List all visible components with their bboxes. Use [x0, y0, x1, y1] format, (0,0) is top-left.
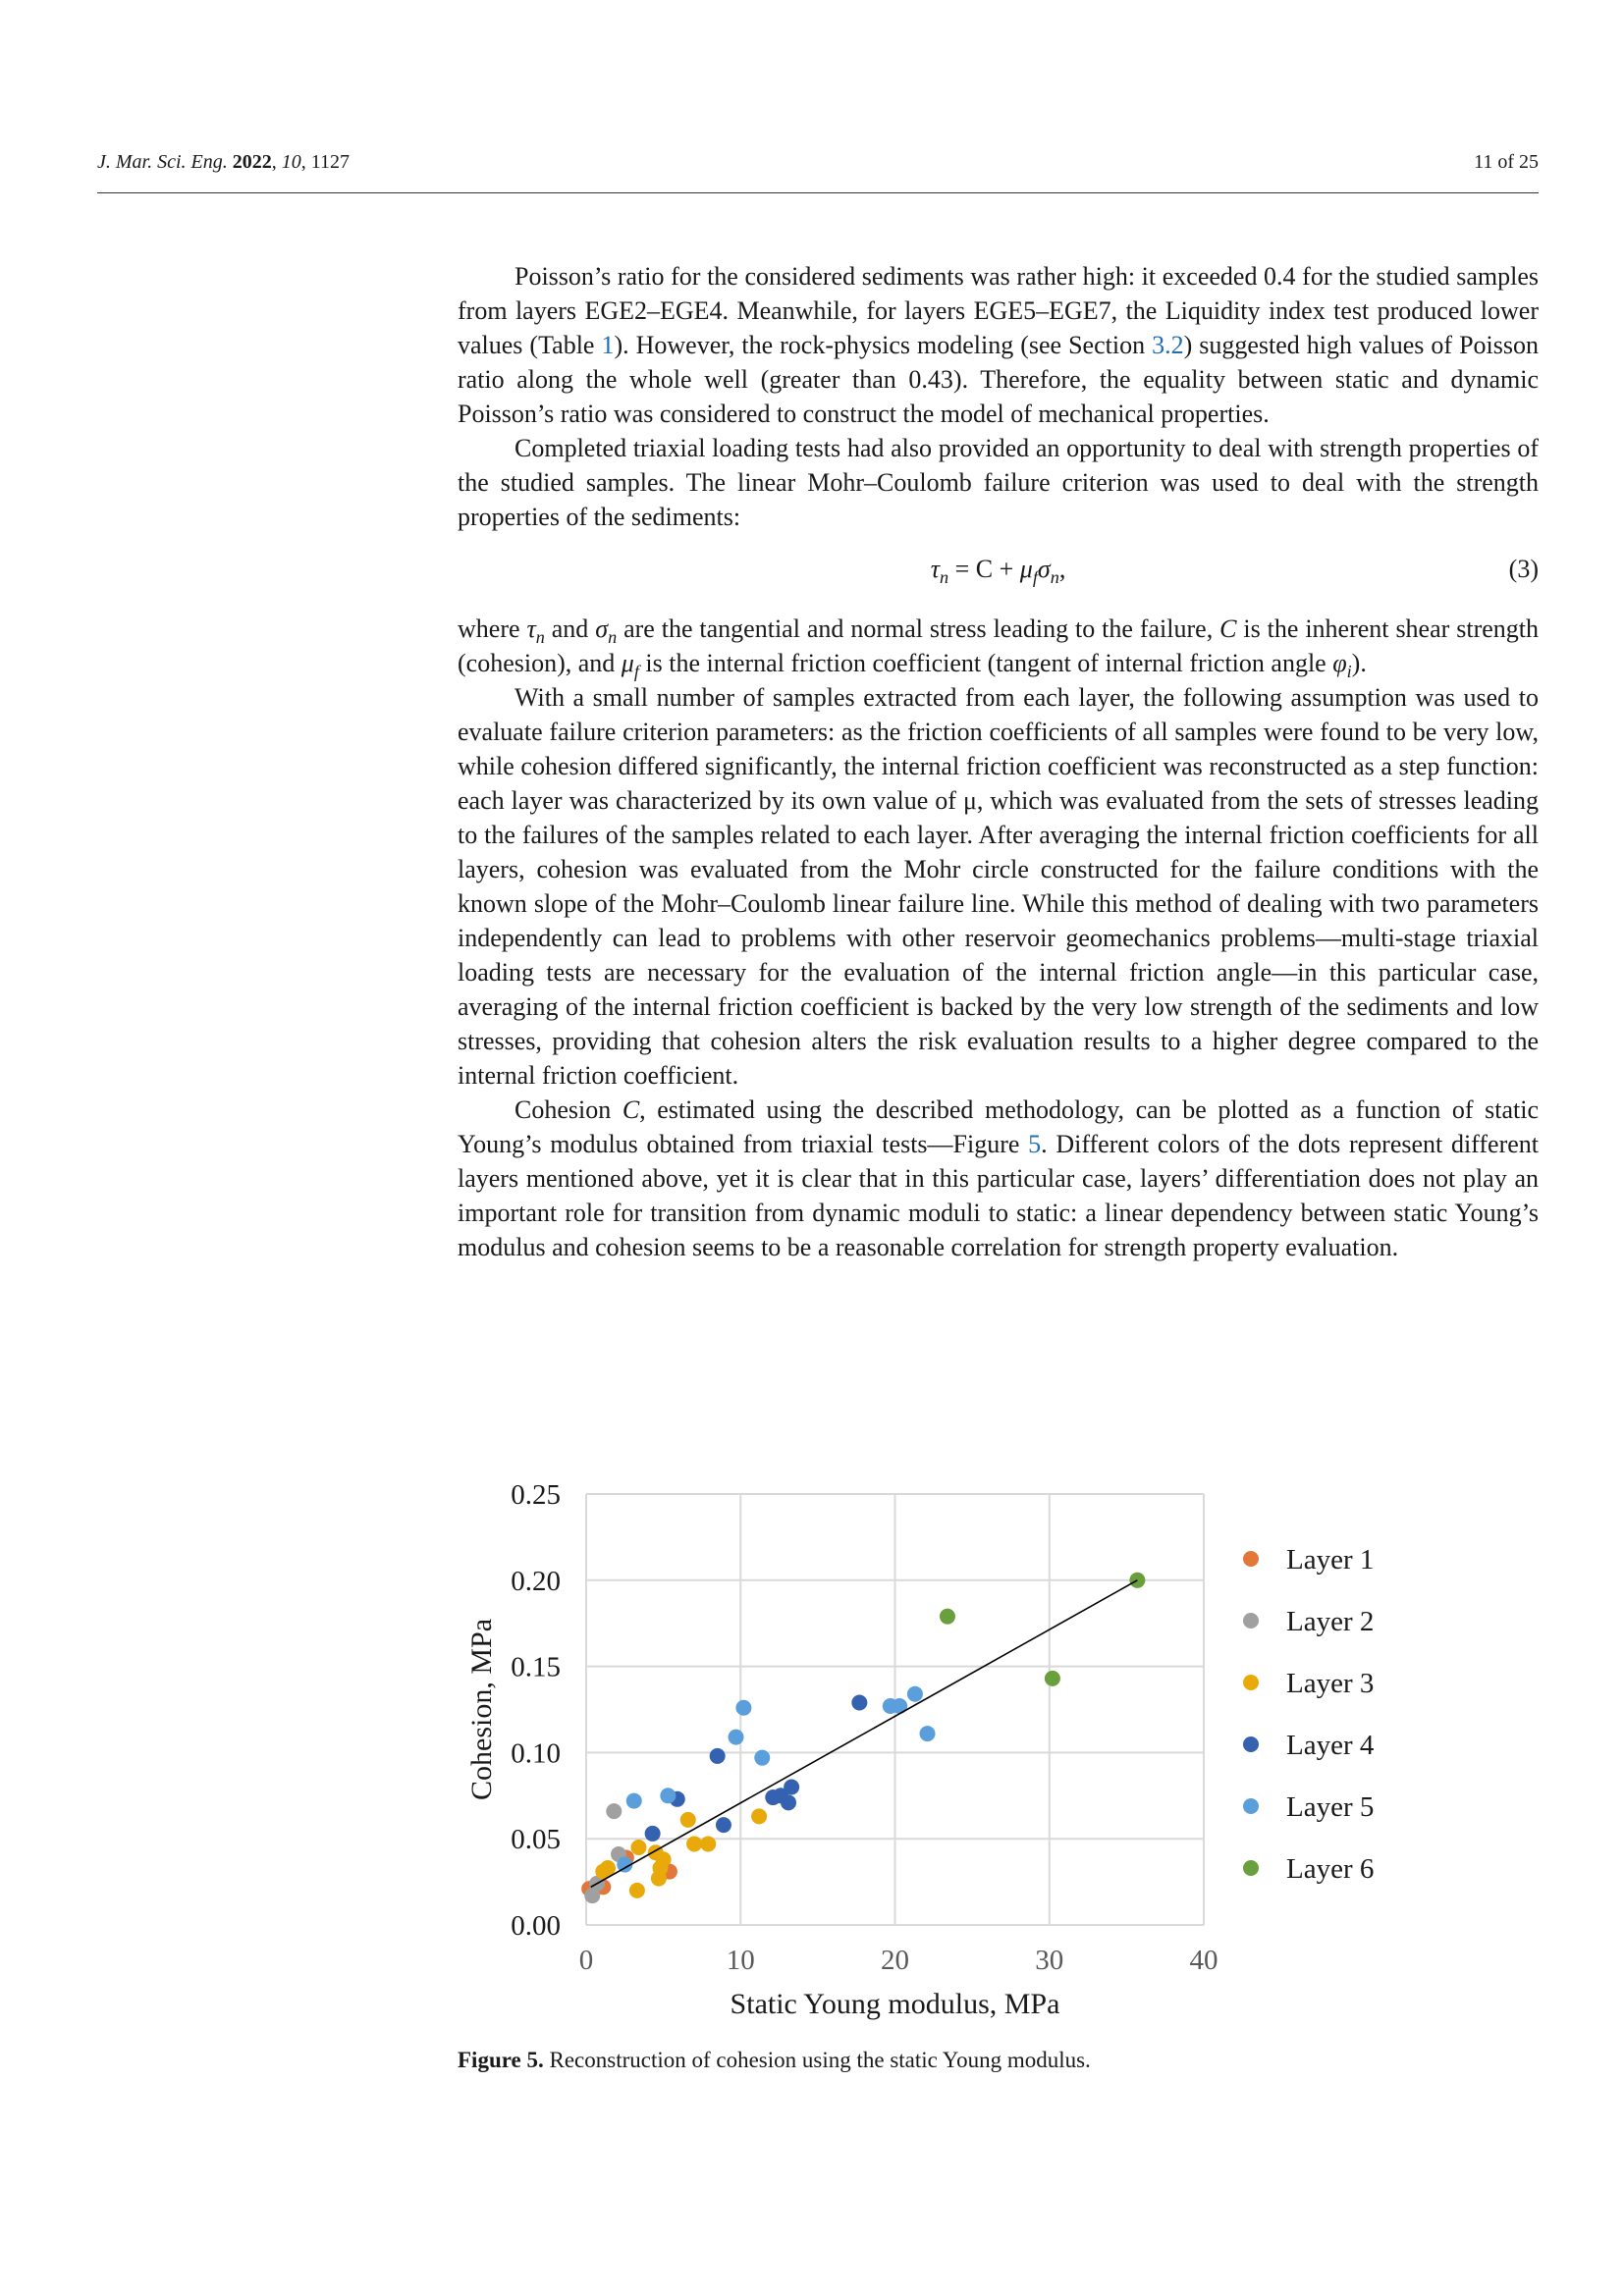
y-tick-label: 0.05 [511, 1824, 561, 1856]
legend-label: Layer 4 [1286, 1730, 1375, 1761]
equation-3: $\tau_n = C + \mu_f\sigma_n$, (3) [458, 552, 1539, 586]
x-tick-label: 0 [578, 1945, 594, 1976]
paragraph-4: With a small number of samples extracted from each layer, the following assumption was used to evaluate failure criterion parameters: as the friction coefficients of all samples were found to be very low, while cohesion differed significantly, the internal friction coefficient was reconstructed as a step function: each layer was characterized by its own value of μ, which was evaluated from the sets of stresses leading to the failures of the samples related to each layer. After averaging the internal friction coefficients for all layers, cohesion was evaluated from the Mohr circle constructed for the failure conditions with the known slope of the Mohr–Coulomb linear failure line. While this method of dealing with two parameters independently can lead to problems with other reservoir geomechanics problems—multi-stage triaxial loading tests are necessary for the evaluation of the internal friction angle—in this particular case, averaging of the internal friction coefficient is backed by the very low strength of the sediments and low stresses, providing that cohesion alters the risk evaluation results to a higher degree compared to the internal friction coefficient. [458, 683, 1539, 1090]
data-point-layer-6 [940, 1609, 955, 1625]
figure-caption: Figure 5. Reconstruction of cohesion using the static Young modulus. [458, 2048, 1091, 2072]
y-axis-label: Cohesion, MPa [465, 1618, 498, 1801]
data-point-layer-5 [920, 1726, 936, 1741]
legend-marker [1243, 1798, 1259, 1814]
data-point-layer-5 [754, 1750, 770, 1766]
citation: J. Mar. Sci. Eng. 2022, 10, 1127 [97, 151, 351, 173]
legend-marker [1243, 1675, 1259, 1690]
data-point-layer-3 [630, 1840, 646, 1855]
y-tick-label: 0.10 [511, 1737, 561, 1770]
section-link[interactable]: 3.2 [1152, 331, 1184, 359]
data-point-layer-2 [606, 1803, 622, 1819]
paragraph-1: Poisson’s ratio for the considered sediments was rather high: it exceeded 0.4 for the studied samples from layers EGE2–EGE4. Meanwhile, for layers EGE5–EGE7, the Liquidity index test produced lower values (Table 1). However, the rock-physics modeling (see Section 3.2) suggested high values of Poisson ratio along the whole well (greater than 0.43). Therefore, the equality between static and dynamic Poisson’s ratio was considered to construct the model of mechanical properties. [458, 262, 1540, 428]
equation-number: (3) [1508, 555, 1539, 583]
data-point-layer-4 [784, 1780, 799, 1795]
y-tick-label: 0.20 [511, 1565, 561, 1597]
data-point-layer-3 [686, 1836, 702, 1851]
data-point-layer-4 [781, 1794, 796, 1810]
data-point-layer-4 [851, 1694, 867, 1710]
y-tick-label: 0.00 [511, 1910, 561, 1942]
y-tick-label: 0.15 [511, 1651, 561, 1683]
legend-label: Layer 2 [1286, 1606, 1375, 1637]
data-point-layer-5 [626, 1793, 642, 1809]
figure-link[interactable]: 5 [1028, 1130, 1042, 1158]
legend-label: Layer 5 [1286, 1791, 1375, 1823]
paragraph-5: Cohesion C, estimated using the described methodology, can be plotted as a function of static Young’s modulus obtained from triaxial tests—Figure 5. Different colors of the dots represent different layers mentioned above, yet it is clear that in this particular case, layers’ differentiation does not play an important role for transition from dynamic moduli to static: a linear dependency between static Young’s modulus and cohesion seems to be a reasonable correlation for strength property evaluation. [458, 1095, 1539, 1261]
paragraph-2: Completed triaxial loading tests had also provided an opportunity to deal with strength properties of the studied samples. The linear Mohr–Coulomb failure criterion was used to deal with the strength properties of the sediments: [458, 434, 1539, 531]
legend-marker [1243, 1613, 1259, 1629]
legend-marker [1243, 1860, 1259, 1876]
data-point-layer-3 [680, 1812, 696, 1828]
data-point-layer-5 [660, 1788, 676, 1803]
table-link[interactable]: 1 [601, 331, 615, 359]
x-tick-label: 30 [1035, 1945, 1064, 1976]
data-point-layer-2 [584, 1888, 600, 1903]
data-point-layer-4 [710, 1748, 726, 1764]
legend-label: Layer 1 [1286, 1544, 1375, 1575]
x-tick-label: 20 [881, 1945, 909, 1976]
data-point-layer-6 [1045, 1671, 1060, 1686]
legend-marker [1243, 1736, 1259, 1752]
data-point-layer-5 [735, 1700, 751, 1716]
data-point-layer-3 [651, 1871, 667, 1887]
data-point-layer-3 [751, 1808, 767, 1824]
data-point-layer-3 [700, 1836, 716, 1851]
legend-label: Layer 6 [1286, 1853, 1375, 1885]
y-tick-label: 0.25 [511, 1479, 561, 1511]
data-point-layer-3 [629, 1883, 645, 1898]
legend-marker [1243, 1551, 1259, 1567]
data-point-layer-5 [729, 1730, 744, 1745]
legend-label: Layer 3 [1286, 1668, 1375, 1699]
data-point-layer-5 [907, 1686, 923, 1702]
data-point-layer-5 [892, 1698, 907, 1714]
data-point-layer-4 [716, 1817, 731, 1833]
trendline [591, 1580, 1138, 1888]
x-tick-label: 10 [726, 1945, 755, 1976]
x-axis-label: Static Young modulus, MPa [730, 1988, 1060, 2020]
page-number: 11 of 25 [1474, 151, 1539, 173]
paragraph-3: where $\tau_n$ and $\sigma_n$ are the tangential and normal stress leading to the failure, C is the inherent shear strength (cohesion), and $\mu_f$ is the internal friction coefficient (tangent of internal friction angle $\varphi_i$). [458, 614, 1539, 682]
x-tick-label: 40 [1189, 1945, 1218, 1976]
data-point-layer-4 [645, 1826, 661, 1842]
